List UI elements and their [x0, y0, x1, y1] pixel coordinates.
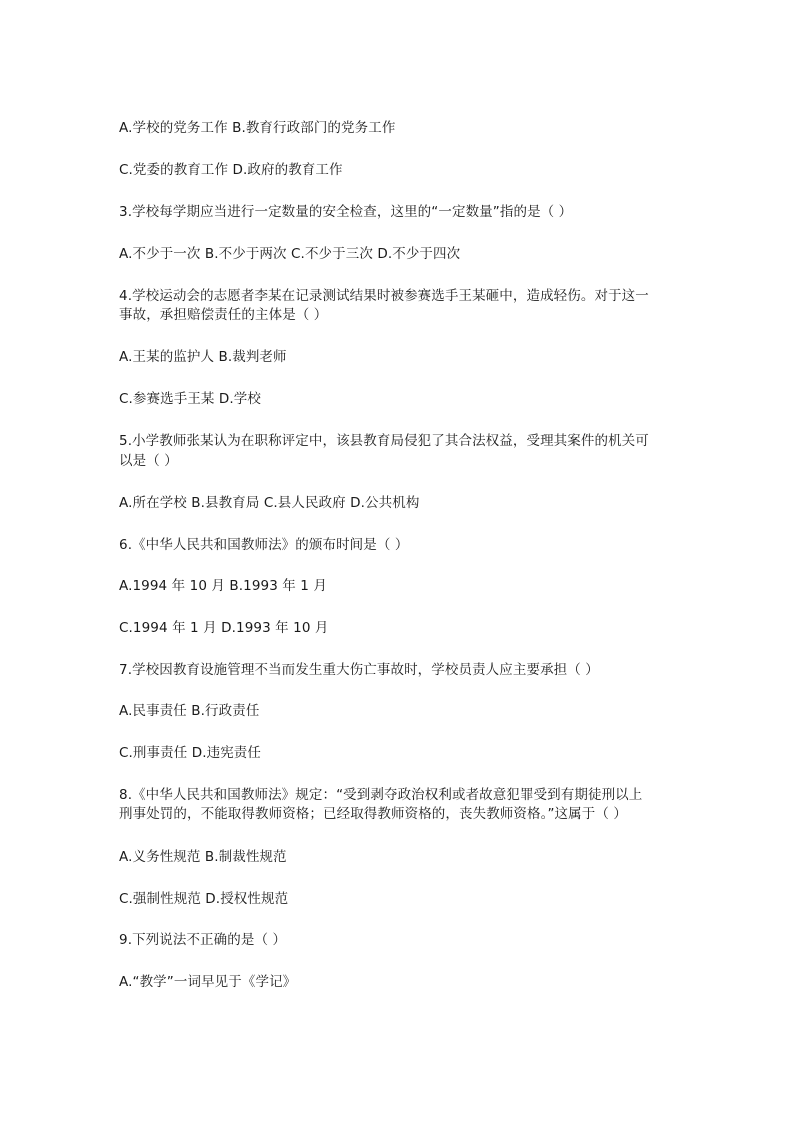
option-line: A.民事责任 B.行政责任: [119, 703, 260, 719]
question-7: 7.学校因教育设施管理不当而发生重大伤亡事故时，学校员责人应主要承担（ ）: [119, 662, 599, 678]
option-line: A.不少于一次 B.不少于两次 C.不少于三次 D.不少于四次: [119, 246, 461, 262]
option-line: A.“教学”一词早见于《学记》: [119, 974, 297, 990]
option-line: C.刑事责任 D.违宪责任: [119, 745, 261, 761]
option-line: C.参赛选手王某 D.学校: [119, 391, 261, 407]
question-8-line-2: 刑事处罚的，不能取得教师资格；已经取得教师资格的，丧失教师资格。”这属于（ ）: [119, 806, 627, 822]
option-line: C.1994 年 1 月 D.1993 年 10 月: [119, 620, 329, 636]
question-4-line-1: 4.学校运动会的志愿者李某在记录测试结果时被参赛选手王某砸中，造成轻伤。对于这一: [119, 288, 649, 304]
question-6: 6.《中华人民共和国教师法》的颁布时间是（ ）: [119, 537, 409, 553]
option-line: A.王某的监护人 B.裁判老师: [119, 349, 287, 365]
question-3: 3.学校每学期应当进行一定数量的安全检查，这里的“一定数量”指的是（ ）: [119, 204, 573, 220]
question-8-line-1: 8.《中华人民共和国教师法》规定：“受到剥夺政治权利或者故意犯罪受到有期徒刑以上: [119, 787, 643, 803]
option-line: A.学校的党务工作 B.教育行政部门的党务工作: [119, 120, 396, 136]
option-line: C.党委的教育工作 D.政府的教育工作: [119, 162, 343, 178]
option-line: A.1994 年 10 月 B.1993 年 1 月: [119, 578, 327, 594]
option-line: C.强制性规范 D.授权性规范: [119, 891, 289, 907]
option-line: A.所在学校 B.县教育局 C.县人民政府 D.公共机构: [119, 495, 420, 511]
question-5-line-1: 5.小学教师张某认为在职称评定中，该县教育局侵犯了其合法权益，受理其案件的机关可: [119, 433, 649, 449]
question-4-line-2: 事故，承担赔偿责任的主体是（ ）: [119, 307, 328, 323]
option-line: A.义务性规范 B.制裁性规范: [119, 849, 287, 865]
question-5-line-2: 以是（ ）: [119, 453, 178, 469]
question-9: 9.下列说法不正确的是（ ）: [119, 932, 287, 948]
